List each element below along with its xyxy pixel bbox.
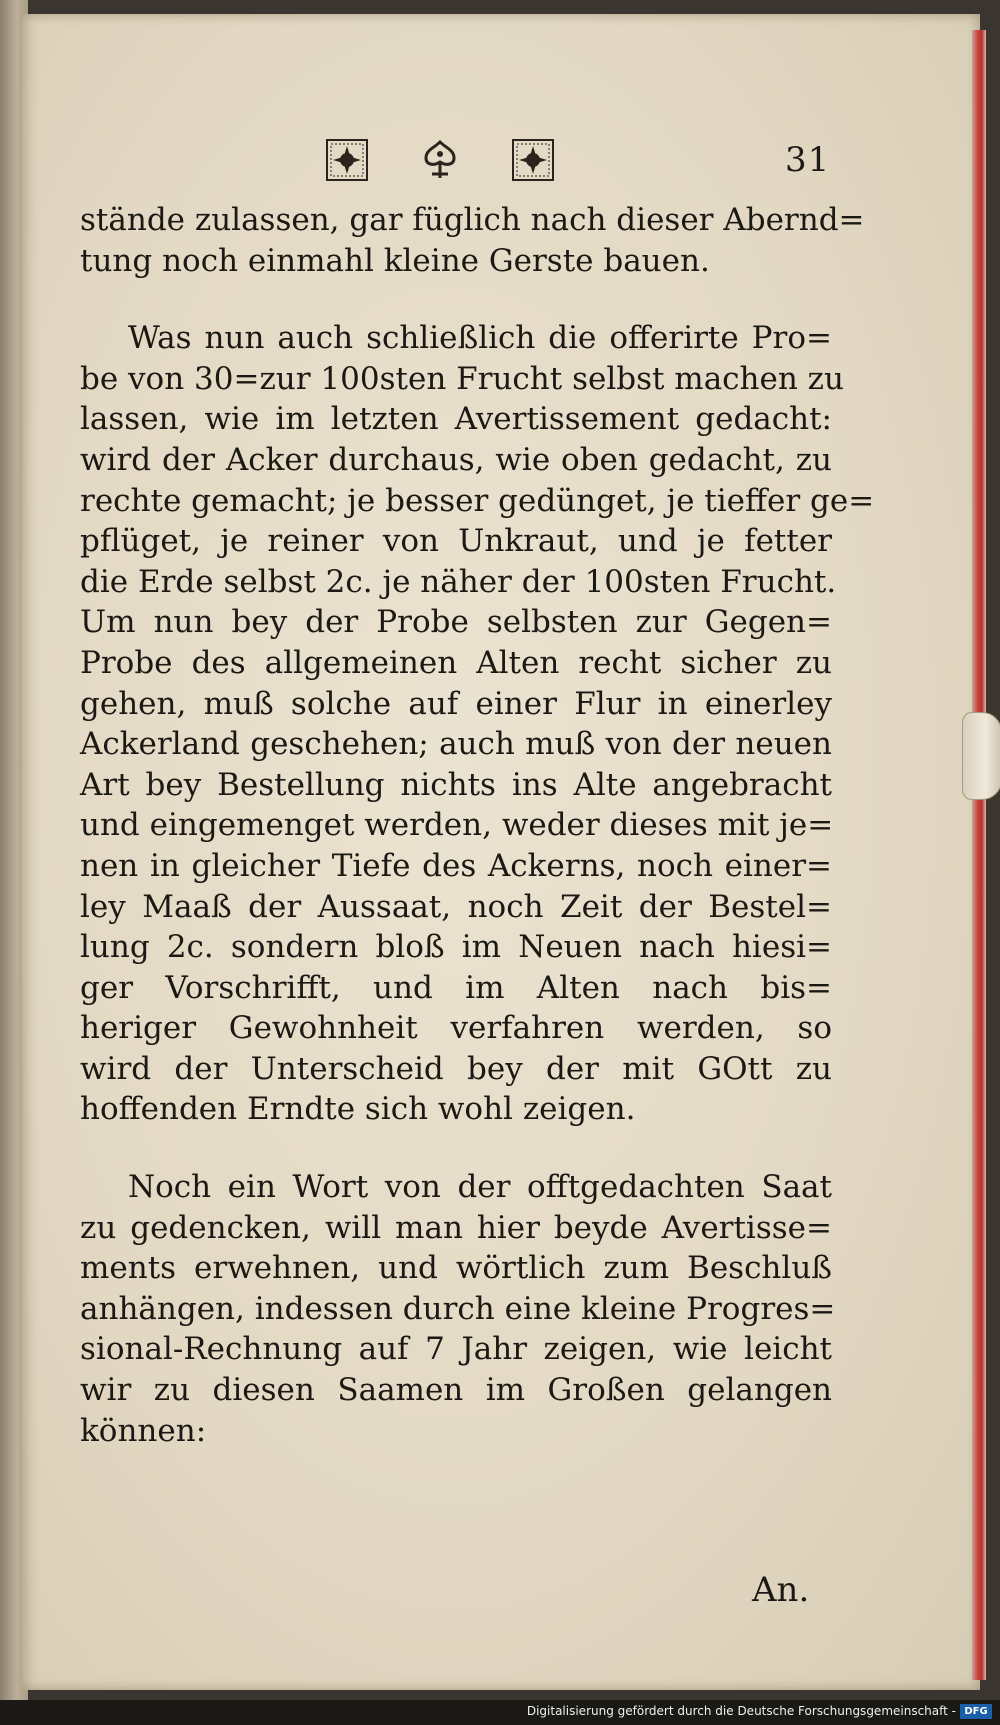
text-line: Um nun bey der Probe selbsten zur Gegen= bbox=[80, 604, 832, 641]
text-line: gehen, muß solche auf einer Flur in einerley bbox=[80, 685, 832, 722]
text-line: nen in gleicher Tiefe des Ackerns, noch einer= bbox=[80, 847, 832, 884]
text-line: hoffenden Erndte sich wohl zeigen. bbox=[80, 1091, 636, 1128]
text-line: Probe des allgemeinen Alten recht sicher zu bbox=[80, 644, 832, 681]
footer-credit: Digitalisierung gefördert durch die Deutsche Forschungsgemeinschaft - bbox=[526, 1704, 956, 1718]
square-flower-ornament-icon bbox=[325, 138, 369, 182]
text-line: wir zu diesen Saamen im Großen gelangen bbox=[80, 1372, 832, 1409]
text-line: Art bey Bestellung nichts ins Alte angebracht bbox=[80, 766, 832, 803]
text-line: ger Vorschrifft, und im Alten nach bis= bbox=[80, 969, 832, 1006]
paragraph bbox=[80, 1167, 836, 1451]
text-line: die Erde selbst 2c. je näher der 100sten Frucht. bbox=[80, 563, 837, 600]
text-line: tung noch einmahl kleine Gerste bauen. bbox=[80, 242, 710, 279]
text-line: Ackerland geschehen; auch muß von der neuen bbox=[80, 726, 832, 763]
square-flower-ornament-icon bbox=[511, 138, 555, 182]
page-tab-marker bbox=[962, 712, 1000, 800]
text-line: rechte gemacht; je besser gedünget, je tieffer ge= bbox=[80, 482, 875, 519]
text-line: wird der Unterscheid bey der mit GOtt zu bbox=[80, 1050, 832, 1087]
text-line: ley Maaß der Aussaat, noch Zeit der Bestel= bbox=[80, 888, 832, 925]
page-number: 31 bbox=[785, 140, 831, 180]
text-line: be von 30=zur 100sten Frucht selbst machen zu bbox=[80, 360, 844, 397]
text-line: lung 2c. sondern bloß im Neuen nach hiesi= bbox=[80, 929, 832, 966]
paragraph bbox=[80, 318, 875, 1130]
catchword: An. bbox=[752, 1570, 810, 1610]
text-line: stände zulassen, gar füglich nach dieser Abernd= bbox=[80, 202, 865, 238]
text-line: Was nun auch schließlich die offerirte Pro= bbox=[128, 320, 832, 357]
text-line: können: bbox=[80, 1412, 207, 1449]
text-line: zu gedencken, will man hier beyde Avertisse= bbox=[80, 1209, 832, 1246]
text-line: Noch ein Wort von der offtgedachten Saat bbox=[128, 1169, 832, 1206]
text-line: anhängen, indessen durch eine kleine Progres= bbox=[80, 1290, 836, 1327]
text-line: wird der Acker durchaus, wie oben gedacht, zu bbox=[80, 441, 832, 478]
paragraph bbox=[80, 200, 865, 281]
fleuron-ornament-icon bbox=[420, 138, 460, 182]
text-line: lassen, wie im letzten Avertissement gedacht: bbox=[80, 401, 832, 438]
text-line: und eingemenget werden, weder dieses mit je= bbox=[80, 807, 834, 844]
red-page-edge bbox=[972, 30, 986, 1680]
text-line: pflüget, je reiner von Unkraut, und je fetter bbox=[80, 523, 832, 560]
header-ornaments bbox=[325, 135, 555, 185]
digitization-footer bbox=[0, 1700, 1000, 1725]
text-line: heriger Gewohnheit verfahren werden, so bbox=[80, 1010, 832, 1047]
text-line: ments erwehnen, und wörtlich zum Beschluß bbox=[80, 1250, 832, 1287]
dfg-logo-icon: DFG bbox=[960, 1704, 992, 1719]
text-line: sional-Rechnung auf 7 Jahr zeigen, wie leicht bbox=[80, 1331, 832, 1368]
page-body-text bbox=[80, 200, 875, 1451]
